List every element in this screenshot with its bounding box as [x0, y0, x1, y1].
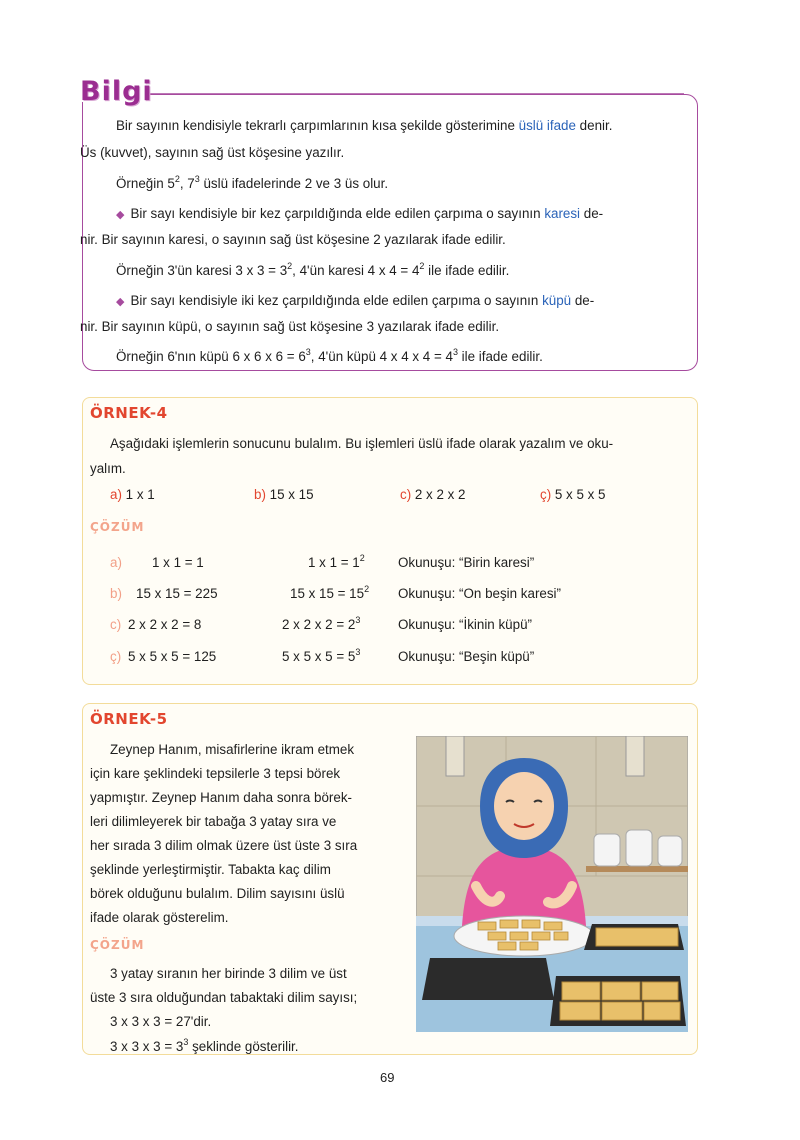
solution-power: 1 x $1 = 1^2$ [308, 552, 365, 570]
solution-reading: Okunuşu: “On beşin karesi” [398, 586, 561, 601]
example-4-question: Aşağıdaki işlemlerin sonucunu bulalım. Bu işlemleri üslü ifade olarak yazalım ve oku- [110, 436, 614, 451]
option-a: a) 1 x 1 [110, 487, 155, 502]
solution-row-label: c) [110, 617, 122, 632]
info-square-definition: ◆ Bir sayı kendisiyle bir kez çarpıldığında elde edilen çarpıma o sayının karesi de- [116, 206, 604, 221]
borek-illustration [416, 736, 688, 1032]
example-5-solution-title: ÇÖZÜM [90, 938, 145, 952]
example-5-text-line: yapmıştır. Zeynep Hanım daha sonra börek- [90, 790, 352, 805]
example-5-solution-line: 3 yatay sıranın her birinde 3 dilim ve üst [110, 966, 347, 981]
example-5-solution-line: 3 x 3 x 3 = 27'dir. [110, 1014, 212, 1029]
solution-row-label: ç) [110, 649, 122, 664]
solution-power: 15 x $15 = 15^2$ [290, 583, 370, 601]
info-title: Bilgi [80, 76, 153, 107]
info-cube-definition: ◆ Bir sayı kendisiyle iki kez çarpıldığında elde edilen çarpıma o sayının küpü de- [116, 293, 595, 308]
option-c-cedilla: ç) 5 x 5 x 5 [540, 487, 606, 502]
solution-calc: 5 x 5 x 5 = 125 [128, 649, 217, 664]
example-5-title: ÖRNEK-5 [90, 710, 168, 728]
example-4-question-2: yalım. [90, 461, 126, 476]
example-4-title: ÖRNEK-4 [90, 404, 168, 422]
info-example-3: Örneğin 6'nın küpü 6 x 6 x $6 = 6^3$, 4'ün küpü 4 x 4 x $4 = 4^3$ ile ifade edilir. [116, 346, 543, 364]
solution-reading: Okunuşu: “İkinin küpü” [398, 617, 532, 632]
option-b: b) 15 x 15 [254, 487, 314, 502]
solution-reading: Okunuşu: “Beşin küpü” [398, 649, 535, 664]
solution-row-label: b) [110, 586, 122, 601]
example-5-text-line: için kare şeklindeki tepsilerle 3 tepsi börek [90, 766, 341, 781]
diamond-bullet-icon: ◆ [116, 209, 125, 221]
solution-power: 5 x 5 x $5 = 5^3$ [282, 646, 361, 664]
example-5-solution-line: üste 3 sıra olduğundan tabaktaki dilim sayısı; [90, 990, 358, 1005]
example-5-text-line: Zeynep Hanım, misafirlerine ikram etmek [110, 742, 355, 757]
example-5-text-line: ifade olarak gösterelim. [90, 910, 229, 925]
info-cube-definition-2: nir. Bir sayının küpü, o sayının sağ üst köşesine 3 yazılarak ifade edilir. [80, 319, 500, 334]
info-paragraph-1: Bir sayının kendisiyle tekrarlı çarpımlarının kısa şekilde gösterimine üslü ifade denir. [116, 118, 613, 133]
option-c: c) 2 x 2 x 2 [400, 487, 466, 502]
example-5-text-line: şeklinde yerleştirmiştir. Tabakta kaç dilim [90, 862, 331, 877]
example-5-text-line: leri dilimleyerek bir tabağa 3 yatay sıra ve [90, 814, 337, 829]
info-box-rule [146, 86, 698, 106]
info-example-2: Örneğin 3'ün karesi 3 x $3 = 3^2$, 4'ün karesi 4 x $4 = 4^2$ ile ifade edilir. [116, 260, 510, 278]
solution-row-label: a) [110, 555, 122, 570]
solution-power: 2 x 2 x $2 = 2^3$ [282, 614, 361, 632]
example-4-solution-title: ÇÖZÜM [90, 520, 145, 534]
solution-calc: 15 x 15 = 225 [136, 586, 218, 601]
info-paragraph-1b: Üs (kuvvet), sayının sağ üst köşesine yazılır. [80, 145, 345, 160]
info-square-definition-2: nir. Bir sayının karesi, o sayının sağ üst köşesine 2 yazılarak ifade edilir. [80, 232, 506, 247]
example-5-solution-line: 3 x 3 x $3 = 3^3$ şeklinde gösterilir. [110, 1036, 299, 1054]
page-number: 69 [380, 1070, 395, 1085]
example-5-text-line: her sırada 3 dilim olmak üzere üst üste 3 sıra [90, 838, 358, 853]
diamond-bullet-icon: ◆ [116, 296, 125, 308]
info-example-1: Örneğin $5^2$, $7^3$ üslü ifadelerinde 2 ve 3 üs olur. [116, 173, 389, 191]
solution-calc: 1 x 1 = 1 [152, 555, 204, 570]
solution-calc: 2 x 2 x 2 = 8 [128, 617, 202, 632]
example-5-text-line: börek olduğunu bulalım. Dilim sayısını üslü [90, 886, 345, 901]
solution-reading: Okunuşu: “Birin karesi” [398, 555, 535, 570]
